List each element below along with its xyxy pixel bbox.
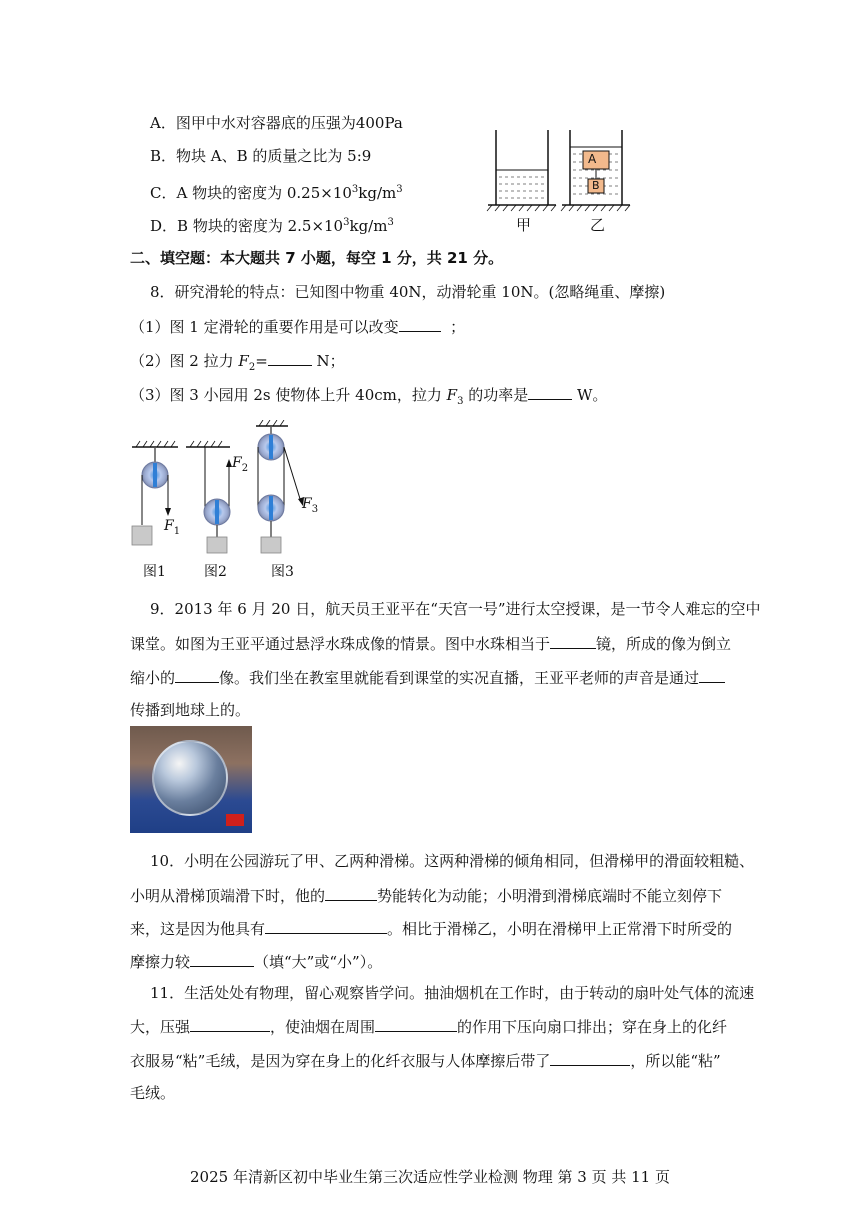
answer-blank[interactable] — [399, 316, 441, 332]
q8-part2: （2）图 2 拉力 $F_2= N$； — [130, 352, 345, 373]
option-d: D．B 物块的密度为 $2.5\times 10^3kg/m^3$ — [150, 217, 394, 235]
section-heading: 二、填空题：本大题共 7 小题，每空 1 分，共 21 分。 — [130, 249, 504, 267]
answer-blank[interactable] — [550, 1050, 630, 1066]
label-jia: 甲 — [516, 216, 532, 234]
q9-line2: 课堂。如图为王亚平通过悬浮水珠成像的情景。图中水珠相当于 镜，所成的像为倒立 — [130, 635, 732, 653]
force-label-f1: $F_1$ — [164, 518, 181, 537]
pulley-figure — [128, 420, 328, 560]
answer-blank[interactable] — [175, 667, 219, 683]
answer-blank[interactable] — [190, 951, 254, 967]
answer-blank[interactable] — [699, 667, 725, 683]
q10-line4: 摩擦力较 （填“大”或“小”）。 — [130, 953, 383, 971]
fig3-caption: 图3 — [271, 564, 294, 580]
q11-line2: 大，压强 ，使油烟在周围 的作用下压向扇口排出；穿在身上的化纤 — [130, 1018, 728, 1036]
water-droplet-photo — [130, 726, 252, 833]
q11-line1: 11．生活处处有物理，留心观察皆学问。抽油烟机在工作时，由于转动的扇叶处气体的流速 — [150, 984, 755, 1002]
force-label-f2: $F_2$ — [232, 455, 249, 474]
answer-blank[interactable] — [528, 384, 572, 400]
q10-line3: 来，这是因为他具有 。相比于滑梯乙，小明在滑梯甲上正常滑下时所受的 — [130, 920, 733, 938]
q9-line1: 9．2013 年 6 月 20 日，航天员王亚平在“天宫一号”进行太空授课，是一节令人难忘的空中 — [150, 600, 761, 618]
container-jia — [487, 130, 556, 211]
flag-patch — [226, 814, 244, 826]
pulley-fig2 — [186, 441, 232, 553]
container-figure — [484, 125, 634, 235]
option-b: B．物块 A、B 的质量之比为 5:9 — [150, 147, 372, 165]
q10-line2: 小明从滑梯顶端滑下时，他的 势能转化为动能；小明滑到滑梯底端时不能立刻停下 — [130, 887, 723, 905]
fig1-caption: 图1 — [143, 564, 166, 580]
q9-line4: 传播到地球上的。 — [130, 701, 251, 719]
q9-line3: 缩小的 像。我们坐在教室里就能看到课堂的实况直播，王亚平老师的声音是通过 — [130, 667, 725, 688]
q8-part3: （3）图 3 小园用 2s 使物体上升 40cm，拉力 $F_3$ 的功率是 W。 — [130, 386, 608, 407]
container-yi — [561, 130, 630, 211]
q11-line4: 毛绒。 — [130, 1084, 176, 1102]
answer-blank[interactable] — [550, 633, 596, 649]
water-sphere — [152, 740, 228, 816]
block-a-label: A — [588, 152, 597, 166]
label-yi: 乙 — [590, 216, 606, 234]
q8-part1: （1）图 1 定滑轮的重要作用是可以改变 ； — [130, 318, 466, 336]
answer-blank[interactable] — [268, 350, 312, 366]
page-footer: 2025 年清新区初中毕业生第三次适应性学业检测 物理 第 3 页 共 11 页 — [190, 1168, 670, 1186]
pulley-fig3 — [256, 420, 304, 553]
answer-blank[interactable] — [325, 885, 377, 901]
option-a: A．图甲中水对容器底的压强为400Pa — [150, 114, 403, 132]
answer-blank[interactable] — [265, 918, 387, 934]
answer-blank[interactable] — [190, 1016, 270, 1032]
q10-line1: 10．小明在公园游玩了甲、乙两种滑梯。这两种滑梯的倾角相同，但滑梯甲的滑面较粗糙、 — [150, 852, 755, 870]
block-b-label: B — [592, 179, 600, 192]
q8-stem: 8．研究滑轮的特点：已知图中物重 40N，动滑轮重 10N。(忽略绳重、摩擦) — [150, 283, 666, 301]
option-c: C．A 物块的密度为 $0.25\times 10^3kg/m^3$ — [150, 184, 403, 202]
fig2-caption: 图2 — [204, 564, 227, 580]
answer-blank[interactable] — [375, 1016, 457, 1032]
q11-line3: 衣服易“粘”毛绒，是因为穿在身上的化纤衣服与人体摩擦后带了 ，所以能“粘” — [130, 1052, 721, 1070]
force-label-f3: $F_3$ — [302, 496, 319, 515]
